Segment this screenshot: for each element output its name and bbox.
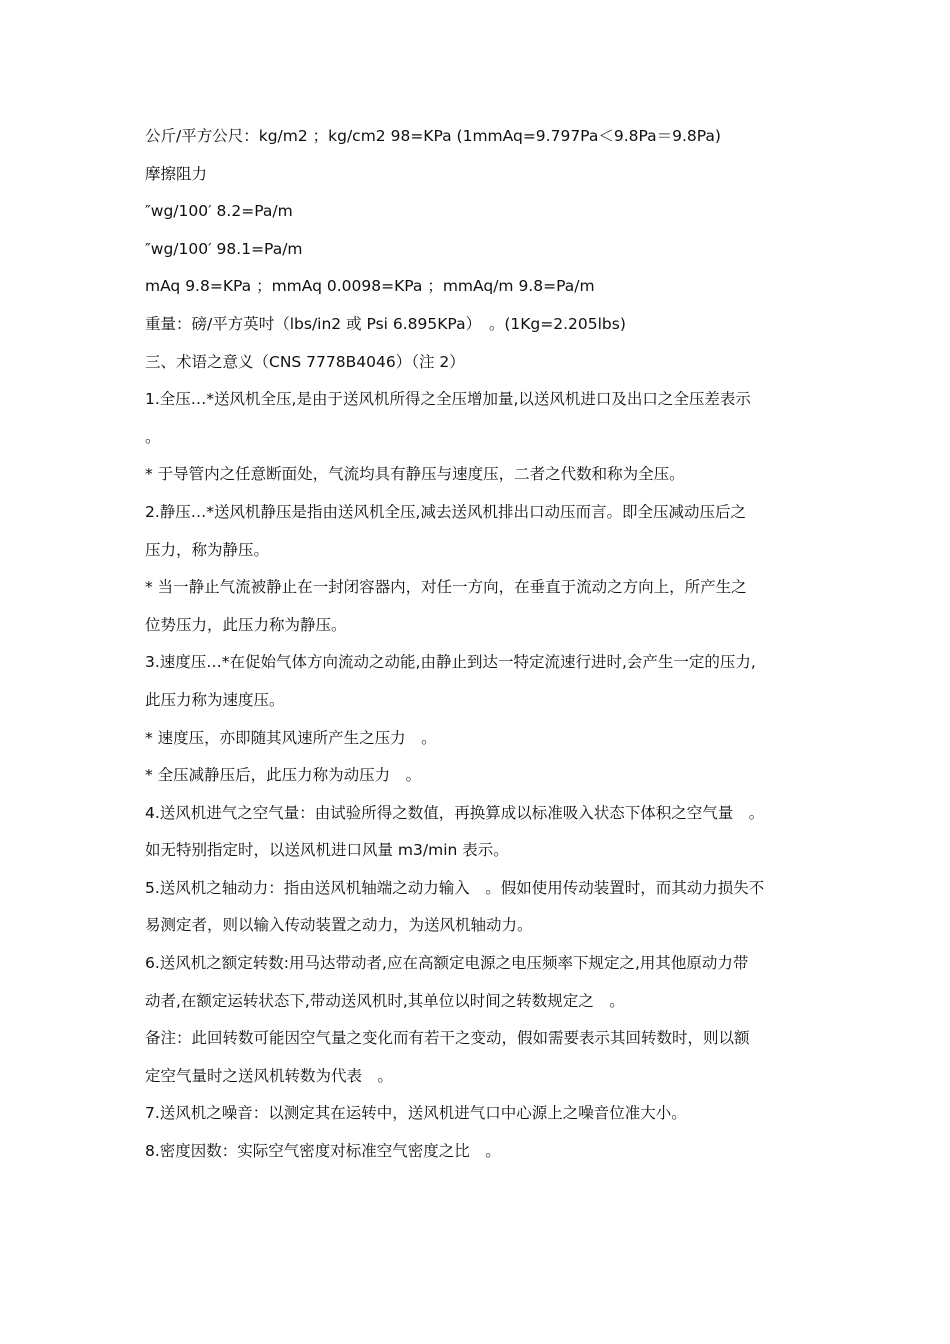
unit-maq-line: mAq 9.8=KPa ；mmAq 0.0098=KPa ；mmAq/m 9.8=Pa/m	[145, 277, 595, 296]
item-2-static-pressure: 2.静压…*送风机静压是指由送风机全压,减去送风机排出口动压而言。即全压减动压后之	[145, 502, 746, 521]
unit-wg-line-1: ″wg/100′ 8.2=Pa/m	[145, 202, 293, 221]
item-8-density-factor: 8.密度因数：实际空气密度对标准空气密度之比 。	[145, 1142, 501, 1161]
item-2-note: * 当一静止气流被静止在一封闭容器内，对任一方向，在垂直于流动之方向上，所产生之	[145, 578, 747, 597]
item-6-continuation: 动者,在额定运转状态下,带动送风机时,其单位以时间之转数规定之 。	[145, 991, 625, 1010]
item-2-continuation: 压力，称为静压。	[145, 540, 270, 559]
unit-wg-line-2: ″wg/100′ 98.1=Pa/m	[145, 239, 303, 258]
item-3-velocity-pressure: 3.速度压…*在促始气体方向流动之动能,由静止到达一特定流速行进时,会产生一定的压力,	[145, 653, 756, 672]
remark-continuation: 定空气量时之送风机转数为代表 。	[145, 1066, 394, 1085]
remark-line: 备注：此回转数可能因空气量之变化而有若干之变动，假如需要表示其回转数时，则以额	[145, 1029, 750, 1048]
unit-weight-line: 重量：磅/平方英吋（lbs/in2 或 Psi 6.895KPa） 。(1Kg=2.205lbs)	[145, 314, 626, 333]
item-5-continuation: 易测定者，则以输入传动装置之动力，为送风机轴动力。	[145, 916, 533, 935]
item-1-note: * 于导管内之任意断面处，气流均具有静压与速度压，二者之代数和称为全压。	[145, 465, 685, 484]
item-3-note-1: * 速度压，亦即随其风速所产生之压力 。	[145, 728, 437, 747]
item-7-noise: 7.送风机之噪音：以测定其在运转中，送风机进气口中心源上之噪音位准大小。	[145, 1104, 687, 1123]
item-2-note-continuation: 位势压力，此压力称为静压。	[145, 615, 347, 634]
item-1-total-pressure: 1.全压…*送风机全压,是由于送风机所得之全压增加量,以送风机进口及出口之全压差表示	[145, 390, 751, 409]
document-body	[145, 118, 810, 1171]
unit-kg-per-m2-line: 公斤/平方公尺：kg/m2 ；kg/cm2 98=KPa (1mmAq=9.797Pa＜9.8Pa＝9.8Pa)	[145, 127, 721, 145]
item-6-rated-speed: 6.送风机之额定转数:用马达带动者,应在高额定电源之电压频率下规定之,用其他原动力带	[145, 954, 749, 973]
friction-resistance-heading: 摩擦阻力	[145, 164, 208, 183]
item-4-air-volume: 4.送风机进气之空气量：由试验所得之数值，再换算成以标准吸入状态下体积之空气量 。	[145, 803, 765, 822]
section-three-heading: 三、术语之意义（CNS 7778B4046）（注 2）	[145, 352, 465, 371]
item-3-continuation: 此压力称为速度压。	[145, 690, 285, 709]
item-3-note-2: * 全压减静压后，此压力称为动压力 。	[145, 766, 422, 785]
item-1-continuation: 。	[145, 427, 161, 446]
item-4-continuation: 如无特别指定时，以送风机进口风量 m3/min 表示。	[145, 841, 509, 860]
item-5-shaft-power: 5.送风机之轴动力：指由送风机轴端之动力输入 。假如使用传动装置时，而其动力损失不	[145, 878, 765, 897]
